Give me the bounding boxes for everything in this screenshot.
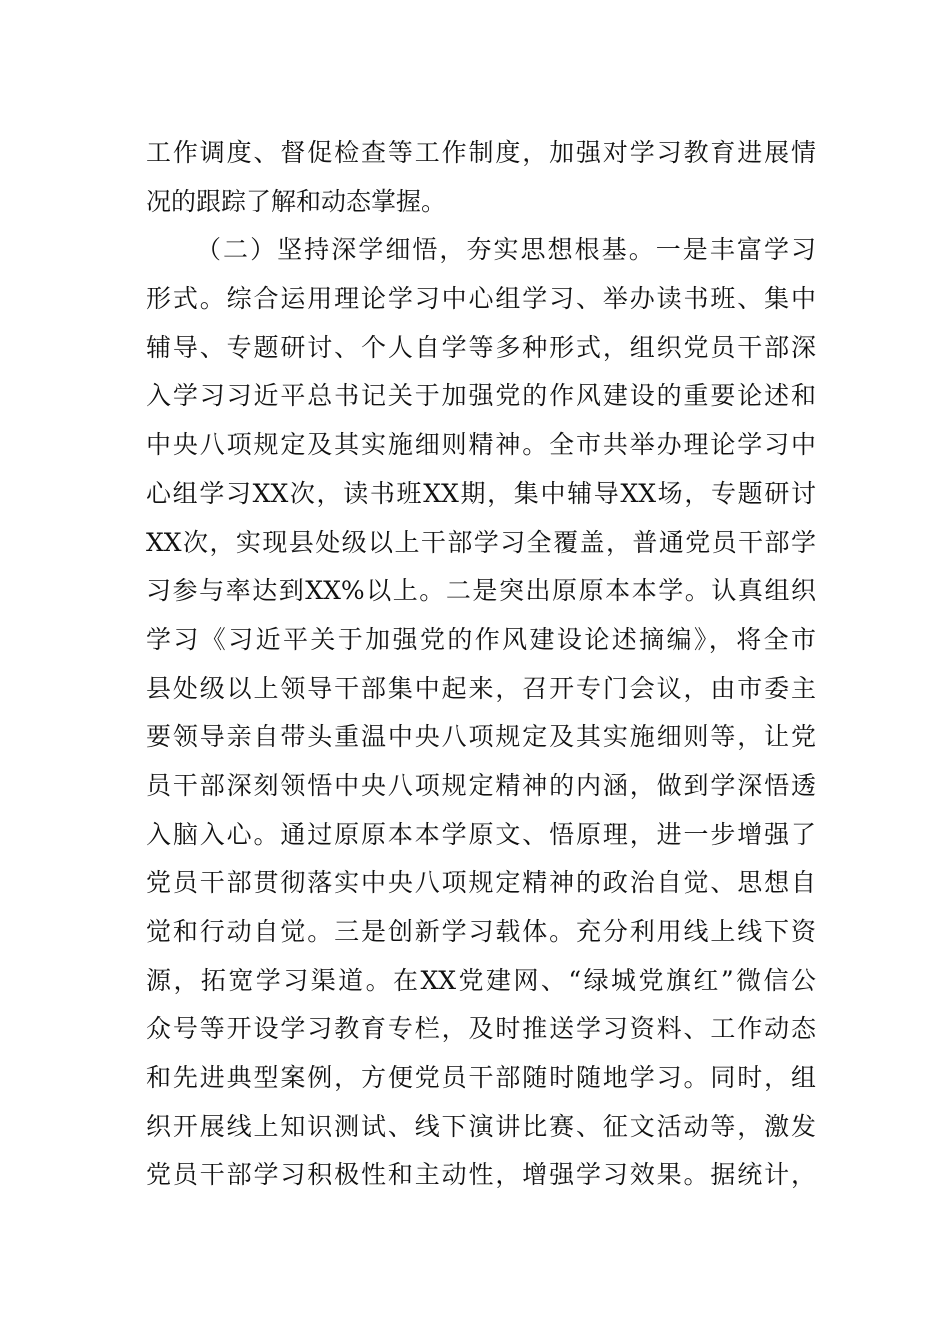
text-line: 工作调度、督促检查等工作制度，加强对学习教育进展情 xyxy=(146,138,816,167)
text-line: 心组学习XX次，读书班XX期，集中辅导XX场，专题研讨 xyxy=(146,478,816,508)
text-line: 要领导亲自带头重温中央八项规定及其实施细则等，让党 xyxy=(146,722,816,752)
text-line: 织开展线上知识测试、线下演讲比赛、征文活动等，激发 xyxy=(146,1111,816,1141)
text-line: 众号等开设学习教育专栏，及时推送学习资料、工作动态 xyxy=(146,1014,816,1044)
text-line: 入学习习近平总书记关于加强党的作风建设的重要论述和 xyxy=(146,381,816,411)
body-text xyxy=(146,129,816,1200)
text-line: 入脑入心。通过原原本本学原文、悟原理，进一步增强了 xyxy=(146,819,816,849)
text-line: 源，拓宽学习渠道。在XX党建网、“绿城党旗红”微信公 xyxy=(146,965,816,995)
text-line: 形式。综合运用理论学习中心组学习、举办读书班、集中 xyxy=(146,284,816,314)
text-line: 员干部深刻领悟中央八项规定精神的内涵，做到学深悟透 xyxy=(146,770,816,800)
text-line: 党员干部贯彻落实中央八项规定精神的政治自觉、思想自 xyxy=(146,868,816,898)
text-line: 辅导、专题研讨、个人自学等多种形式，组织党员干部深 xyxy=(146,332,816,362)
text-line: 学习《习近平关于加强党的作风建设论述摘编》，将全市 xyxy=(146,624,816,654)
text-line: 县处级以上领导干部集中起来，召开专门会议，由市委主 xyxy=(146,673,816,703)
text-line: 中央八项规定及其实施细则精神。全市共举办理论学习中 xyxy=(146,430,816,460)
text-line: 况的跟踪了解和动态掌握。 xyxy=(146,186,447,216)
text-line: 觉和行动自觉。三是创新学习载体。充分利用线上线下资 xyxy=(146,917,816,946)
text-line: 党员干部学习积极性和主动性，增强学习效果。据统计， xyxy=(146,1160,816,1190)
text-line: 习参与率达到XX%以上。二是突出原原本本学。认真组织 xyxy=(146,576,816,606)
text-line: （二）坚持深学细悟，夯实思想根基。一是丰富学习 xyxy=(196,235,816,265)
text-line: XX次，实现县处级以上干部学习全覆盖，普通党员干部学 xyxy=(146,527,816,557)
text-line: 和先进典型案例，方便党员干部随时随地学习。同时，组 xyxy=(146,1063,816,1093)
